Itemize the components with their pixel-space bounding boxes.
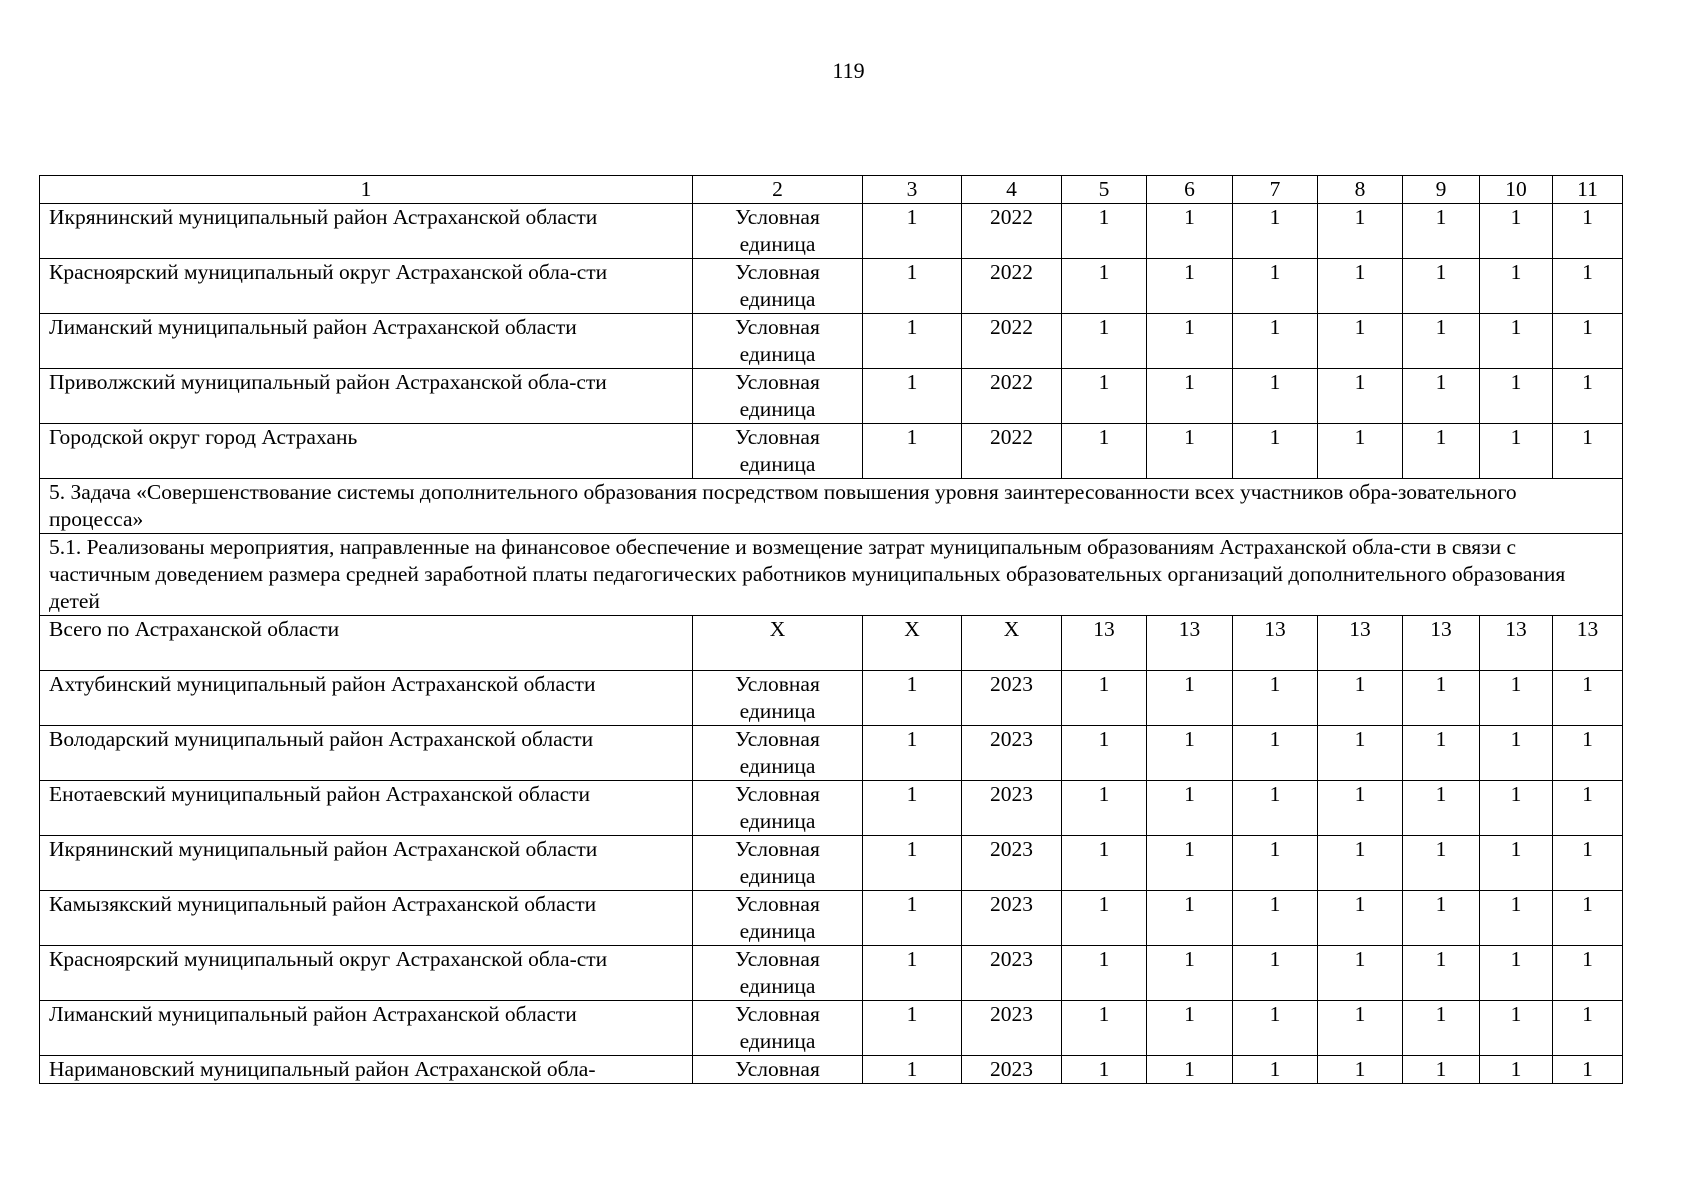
unit-cell: Условная единица	[693, 204, 863, 259]
unit-cell: Условная единица	[693, 369, 863, 424]
value-cell-c4: 2023	[962, 1056, 1062, 1084]
value-cell-c6: 1	[1147, 946, 1233, 1001]
value-cell-c7: 1	[1233, 781, 1318, 836]
table-row	[40, 616, 1623, 671]
value-cell-c8: 1	[1318, 314, 1403, 369]
value-cell-c11: 1	[1553, 836, 1623, 891]
value-cell-c11: 1	[1553, 671, 1623, 726]
value-cell-c4: 2022	[962, 424, 1062, 479]
value-cell-c5: 13	[1062, 616, 1147, 671]
value-cell-c3: 1	[863, 314, 962, 369]
value-cell-c6: 1	[1147, 781, 1233, 836]
column-number: 2	[693, 176, 863, 204]
value-cell-c7: 1	[1233, 314, 1318, 369]
task-heading-row	[40, 479, 1623, 534]
value-cell-c8: 1	[1318, 369, 1403, 424]
municipality-name-cell: Икрянинский муниципальный район Астраханской области	[40, 836, 693, 891]
column-number: 9	[1403, 176, 1480, 204]
task-heading: 5. Задача «Совершенствование системы дополнительного образования посредством повышения уровня заинтересованности всех участников обра-зовательного процесса»	[40, 479, 1623, 534]
value-cell-c8: 1	[1318, 836, 1403, 891]
value-cell-c7: 1	[1233, 369, 1318, 424]
value-cell-c10: 1	[1480, 369, 1553, 424]
value-cell-c11: 1	[1553, 891, 1623, 946]
value-cell-c5: 1	[1062, 671, 1147, 726]
value-cell-c9: 1	[1403, 671, 1480, 726]
value-cell-c5: 1	[1062, 891, 1147, 946]
value-cell-c8: 1	[1318, 726, 1403, 781]
value-cell-c3: 1	[863, 369, 962, 424]
page-number: 119	[832, 58, 865, 83]
column-number: 1	[40, 176, 693, 204]
value-cell-c8: 1	[1318, 1001, 1403, 1056]
value-cell-c9: 1	[1403, 314, 1480, 369]
value-cell-c3: 1	[863, 836, 962, 891]
unit-cell: Условная единица	[693, 671, 863, 726]
value-cell-c11: 1	[1553, 781, 1623, 836]
value-cell-c4: 2022	[962, 369, 1062, 424]
indicator-table	[39, 175, 1623, 1084]
value-cell-c10: 1	[1480, 726, 1553, 781]
value-cell-c10: 1	[1480, 946, 1553, 1001]
table-row	[40, 836, 1623, 891]
value-cell-c7: 1	[1233, 836, 1318, 891]
value-cell-c10: 1	[1480, 314, 1553, 369]
value-cell-c10: 1	[1480, 781, 1553, 836]
unit-cell: Условная единица	[693, 259, 863, 314]
value-cell-c9: 1	[1403, 1056, 1480, 1084]
value-cell-c11: 1	[1553, 204, 1623, 259]
value-cell-c3: 1	[863, 781, 962, 836]
municipality-name-cell: Приволжский муниципальный район Астраханской обла-сти	[40, 369, 693, 424]
value-cell-c4: 2023	[962, 726, 1062, 781]
municipality-name-cell: Лиманский муниципальный район Астраханской области	[40, 314, 693, 369]
value-cell-c3: 1	[863, 424, 962, 479]
value-cell-c4: 2023	[962, 1001, 1062, 1056]
value-cell-c3: 1	[863, 1056, 962, 1084]
value-cell-c8: 1	[1318, 1056, 1403, 1084]
unit-cell: Условная единица	[693, 314, 863, 369]
municipality-name-cell: Камызякский муниципальный район Астраханской области	[40, 891, 693, 946]
column-number: 8	[1318, 176, 1403, 204]
value-cell-c8: 13	[1318, 616, 1403, 671]
table-row	[40, 891, 1623, 946]
table-row	[40, 781, 1623, 836]
value-cell-c9: 13	[1403, 616, 1480, 671]
value-cell-c11: 1	[1553, 424, 1623, 479]
value-cell-c6: 13	[1147, 616, 1233, 671]
value-cell-c6: 1	[1147, 259, 1233, 314]
unit-cell: Условная единица	[693, 891, 863, 946]
value-cell-c3: 1	[863, 946, 962, 1001]
municipality-name-cell: Енотаевский муниципальный район Астраханской области	[40, 781, 693, 836]
value-cell-c10: 1	[1480, 1056, 1553, 1084]
value-cell-c6: 1	[1147, 671, 1233, 726]
value-cell-c5: 1	[1062, 204, 1147, 259]
value-cell-c11: 13	[1553, 616, 1623, 671]
value-cell-c7: 1	[1233, 259, 1318, 314]
value-cell-c5: 1	[1062, 1056, 1147, 1084]
value-cell-c8: 1	[1318, 891, 1403, 946]
unit-cell: Х	[693, 616, 863, 671]
value-cell-c7: 1	[1233, 204, 1318, 259]
value-cell-c8: 1	[1318, 259, 1403, 314]
column-number: 3	[863, 176, 962, 204]
value-cell-c5: 1	[1062, 369, 1147, 424]
value-cell-c6: 1	[1147, 314, 1233, 369]
column-number: 11	[1553, 176, 1623, 204]
value-cell-c10: 1	[1480, 891, 1553, 946]
table-body	[40, 176, 1623, 1084]
value-cell-c10: 1	[1480, 259, 1553, 314]
value-cell-c7: 1	[1233, 1056, 1318, 1084]
value-cell-c7: 1	[1233, 726, 1318, 781]
value-cell-c8: 1	[1318, 671, 1403, 726]
value-cell-c4: 2022	[962, 204, 1062, 259]
value-cell-c10: 1	[1480, 424, 1553, 479]
column-number: 4	[962, 176, 1062, 204]
value-cell-c6: 1	[1147, 369, 1233, 424]
value-cell-c7: 1	[1233, 671, 1318, 726]
value-cell-c7: 1	[1233, 946, 1318, 1001]
unit-cell: Условная единица	[693, 946, 863, 1001]
table-row	[40, 726, 1623, 781]
municipality-name-cell: Красноярский муниципальный округ Астраханской обла-сти	[40, 946, 693, 1001]
value-cell-c3: 1	[863, 1001, 962, 1056]
table-row	[40, 204, 1623, 259]
unit-cell: Условная единица	[693, 726, 863, 781]
value-cell-c5: 1	[1062, 726, 1147, 781]
value-cell-c5: 1	[1062, 424, 1147, 479]
value-cell-c4: 2022	[962, 314, 1062, 369]
column-number-header	[40, 176, 1623, 204]
value-cell-c6: 1	[1147, 891, 1233, 946]
value-cell-c9: 1	[1403, 891, 1480, 946]
table-row	[40, 259, 1623, 314]
value-cell-c8: 1	[1318, 424, 1403, 479]
municipality-name-cell: Володарский муниципальный район Астраханской области	[40, 726, 693, 781]
column-number: 6	[1147, 176, 1233, 204]
value-cell-c4: 2023	[962, 836, 1062, 891]
value-cell-c11: 1	[1553, 369, 1623, 424]
value-cell-c9: 1	[1403, 369, 1480, 424]
measure-heading-row	[40, 534, 1623, 616]
value-cell-c10: 1	[1480, 1001, 1553, 1056]
value-cell-c9: 1	[1403, 204, 1480, 259]
value-cell-c10: 1	[1480, 671, 1553, 726]
value-cell-c3: 1	[863, 671, 962, 726]
value-cell-c5: 1	[1062, 259, 1147, 314]
value-cell-c11: 1	[1553, 726, 1623, 781]
municipality-name-cell: Ахтубинский муниципальный район Астраханской области	[40, 671, 693, 726]
value-cell-c9: 1	[1403, 781, 1480, 836]
value-cell-c4: 2023	[962, 781, 1062, 836]
value-cell-c4: 2023	[962, 671, 1062, 726]
value-cell-c11: 1	[1553, 259, 1623, 314]
table-row	[40, 671, 1623, 726]
value-cell-c8: 1	[1318, 946, 1403, 1001]
municipality-name-cell: Городской округ город Астрахань	[40, 424, 693, 479]
value-cell-c3: Х	[863, 616, 962, 671]
value-cell-c10: 13	[1480, 616, 1553, 671]
municipality-name-cell: Икрянинский муниципальный район Астраханской области	[40, 204, 693, 259]
value-cell-c8: 1	[1318, 781, 1403, 836]
unit-cell: Условная единица	[693, 836, 863, 891]
value-cell-c8: 1	[1318, 204, 1403, 259]
value-cell-c3: 1	[863, 726, 962, 781]
column-number: 7	[1233, 176, 1318, 204]
value-cell-c9: 1	[1403, 946, 1480, 1001]
value-cell-c6: 1	[1147, 1056, 1233, 1084]
value-cell-c5: 1	[1062, 946, 1147, 1001]
value-cell-c9: 1	[1403, 726, 1480, 781]
value-cell-c4: 2023	[962, 946, 1062, 1001]
value-cell-c9: 1	[1403, 259, 1480, 314]
municipality-name-cell: Всего по Астраханской области	[40, 616, 693, 671]
value-cell-c11: 1	[1553, 1056, 1623, 1084]
value-cell-c7: 1	[1233, 891, 1318, 946]
value-cell-c4: Х	[962, 616, 1062, 671]
unit-cell: Условная	[693, 1056, 863, 1084]
value-cell-c5: 1	[1062, 781, 1147, 836]
table-row	[40, 369, 1623, 424]
table-row	[40, 424, 1623, 479]
value-cell-c9: 1	[1403, 836, 1480, 891]
value-cell-c6: 1	[1147, 204, 1233, 259]
value-cell-c5: 1	[1062, 1001, 1147, 1056]
table-row	[40, 1056, 1623, 1084]
value-cell-c6: 1	[1147, 424, 1233, 479]
unit-cell: Условная единица	[693, 781, 863, 836]
value-cell-c6: 1	[1147, 1001, 1233, 1056]
value-cell-c7: 13	[1233, 616, 1318, 671]
value-cell-c9: 1	[1403, 1001, 1480, 1056]
value-cell-c4: 2023	[962, 891, 1062, 946]
value-cell-c3: 1	[863, 891, 962, 946]
value-cell-c10: 1	[1480, 204, 1553, 259]
column-number: 5	[1062, 176, 1147, 204]
value-cell-c5: 1	[1062, 314, 1147, 369]
value-cell-c11: 1	[1553, 1001, 1623, 1056]
measure-heading: 5.1. Реализованы мероприятия, направленные на финансовое обеспечение и возмещение затрат муниципальным образованиям Астраханской обла-сти в связи с частичным доведением размера средней заработной платы педагогических работников муниципальных образовательных организаций дополнительного образования детей	[40, 534, 1623, 616]
value-cell-c3: 1	[863, 259, 962, 314]
municipality-name-cell: Красноярский муниципальный округ Астраханской обла-сти	[40, 259, 693, 314]
municipality-name-cell: Наримановский муниципальный район Астраханской обла-	[40, 1056, 693, 1084]
municipality-name-cell: Лиманский муниципальный район Астраханской области	[40, 1001, 693, 1056]
value-cell-c3: 1	[863, 204, 962, 259]
value-cell-c5: 1	[1062, 836, 1147, 891]
column-number: 10	[1480, 176, 1553, 204]
value-cell-c11: 1	[1553, 946, 1623, 1001]
value-cell-c9: 1	[1403, 424, 1480, 479]
value-cell-c11: 1	[1553, 314, 1623, 369]
table-row	[40, 946, 1623, 1001]
value-cell-c6: 1	[1147, 836, 1233, 891]
value-cell-c6: 1	[1147, 726, 1233, 781]
unit-cell: Условная единица	[693, 424, 863, 479]
table-row	[40, 1001, 1623, 1056]
value-cell-c7: 1	[1233, 424, 1318, 479]
value-cell-c4: 2022	[962, 259, 1062, 314]
value-cell-c7: 1	[1233, 1001, 1318, 1056]
value-cell-c10: 1	[1480, 836, 1553, 891]
table-row	[40, 314, 1623, 369]
unit-cell: Условная единица	[693, 1001, 863, 1056]
